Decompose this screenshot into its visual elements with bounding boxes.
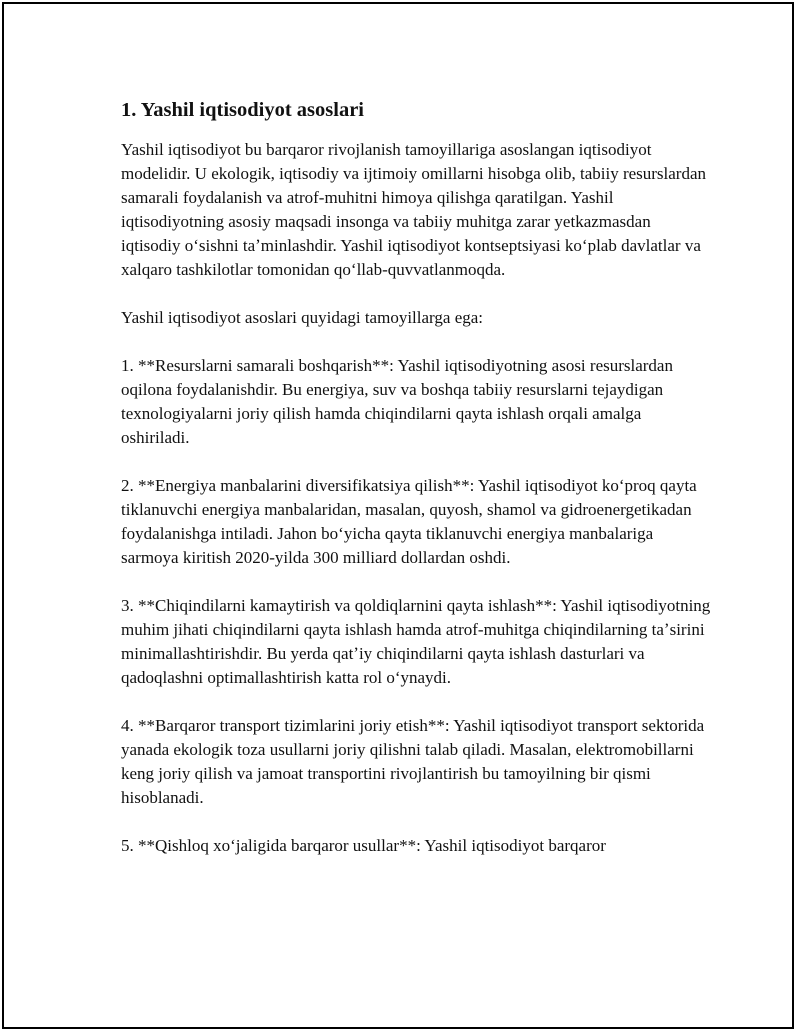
principles-lead-paragraph: Yashil iqtisodiyot asoslari quyidagi tamoyillarga ega: (121, 308, 484, 327)
document-content (121, 96, 711, 882)
intro-paragraph: Yashil iqtisodiyot bu barqaror rivojlanish tamoyillariga asoslangan iqtisodiyot modelidir. U ekologik, iqtisodiy va ijtimoiy omillarni hisobga olib, tabiiy resurslardan samarali foydalanish va atrof-muhitni himoya qilishga qaratilgan. Yashil iqtisodiyotning asosiy maqsadi insonga va tabiiy muhitga zarar yetkazmasdan iqtisodiy oʻsishni taʼminlashdir. Yashil iqtisodiyot kontseptsiyasi koʻplab davlatlar va xalqaro tashkilotlar tomonidan qoʻllab-quvvatlanmoqda. (121, 140, 707, 279)
principle-4-paragraph: 4. **Barqaror transport tizimlarini joriy etish**: Yashil iqtisodiyot transport sektorida yanada ekologik toza usullarni joriy qilishni talab qiladi. Masalan, elektromobillarni keng joriy qilish va jamoat transportini rivojlantirish bu tamoyilning bir qismi hisoblanadi. (121, 716, 705, 807)
document-page (2, 2, 794, 1029)
principle-5-paragraph: 5. **Qishloq xoʻjaligida barqaror usullar**: Yashil iqtisodiyot barqaror (121, 836, 606, 855)
section-title: 1. Yashil iqtisodiyot asoslari (121, 99, 365, 121)
principle-1-paragraph: 1. **Resurslarni samarali boshqarish**: Yashil iqtisodiyotning asosi resurslardan oqilona foydalanishdir. Bu energiya, suv va boshqa tabiiy resurslarni tejaydigan texnologiyalarni joriy qilish hamda chiqindilarni qayta ishlash orqali amalga oshiriladi. (121, 356, 673, 447)
principle-3-paragraph: 3. **Chiqindilarni kamaytirish va qoldiqlarnini qayta ishlash**: Yashil iqtisodiyotning muhim jihati chiqindilarni qayta ishlash hamda atrof-muhitga chiqindilarning taʼsirini minimallashtirishdir. Bu yerda qatʼiy chiqindilarni qayta ishlash dasturlari va qadoqlashni optimallashtirish katta rol oʻynaydi. (121, 596, 711, 687)
principle-2-paragraph: 2. **Energiya manbalarini diversifikatsiya qilish**: Yashil iqtisodiyot koʻproq qayta tiklanuvchi energiya manbalaridan, masalan, quyosh, shamol va gidroenergetikadan foydalanishga intiladi. Jahon boʻyicha qayta tiklanuvchi energiya manbalariga sarmoya kiritish 2020-yilda 300 milliard dollardan oshdi. (121, 476, 697, 567)
